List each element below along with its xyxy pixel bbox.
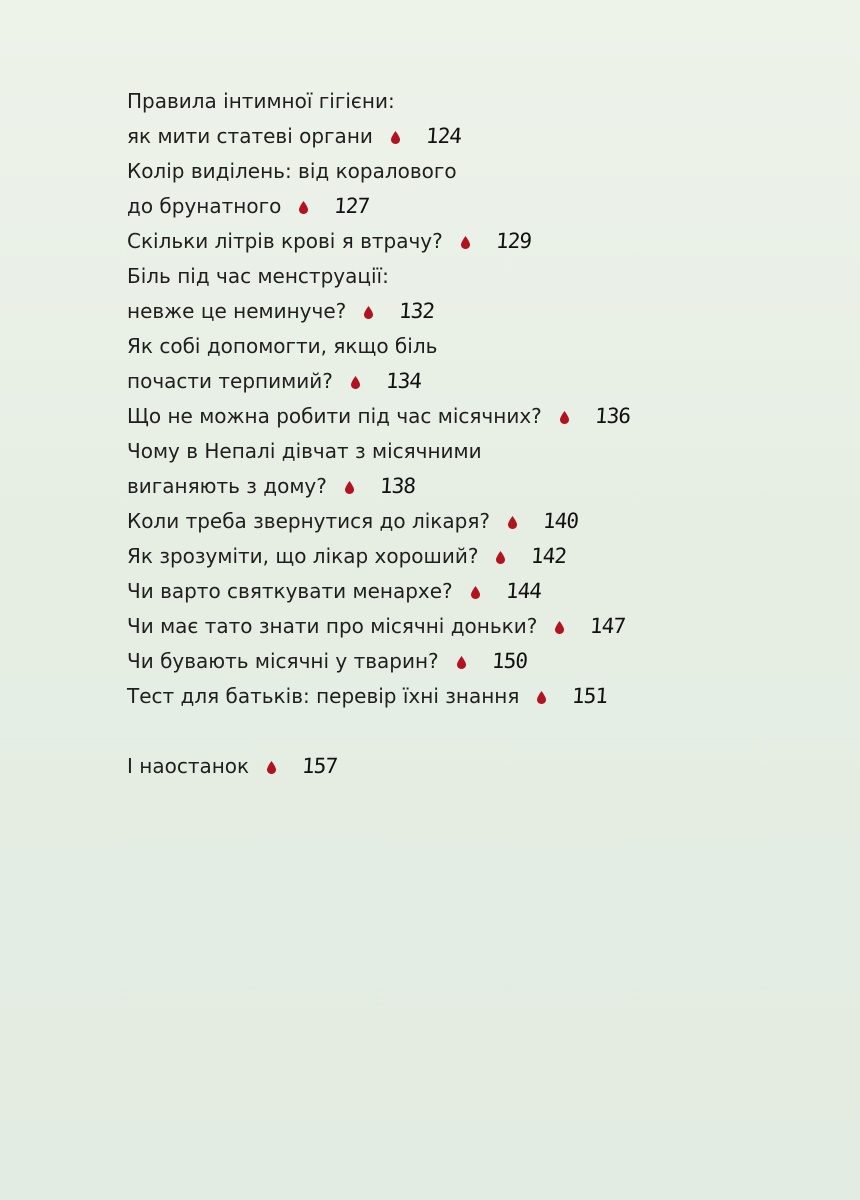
toc-entry-title-line: до брунатного 127 [127,189,747,224]
toc-entry-title-line: виганяють з дому? 138 [127,469,747,504]
toc-page-number: 157 [301,754,338,778]
toc-page-number: 127 [333,194,371,218]
toc-page-number: 132 [398,299,436,323]
toc-entry-title-line: Що не можна робити під час місячних? 136 [127,399,747,434]
toc-entry [127,259,747,329]
blood-drop-icon [496,551,505,564]
toc-entry [127,644,747,679]
toc-page-number: 129 [494,229,532,253]
toc-entry-title-line: Колір виділень: від коралового [127,159,457,183]
toc-page-number: 151 [571,684,609,708]
blood-drop-icon [299,201,308,214]
toc-entry-title-line: почасти терпимий? 134 [127,364,747,399]
blood-drop-icon [345,481,354,494]
toc-entry-title-line: Чи бувають місячні у тварин? 150 [127,644,747,679]
toc-page-number: 138 [379,474,416,498]
toc-entry-title-line: Коли треба звернутися до лікаря? 140 [127,504,747,539]
toc-entry [127,329,747,399]
toc-entry-title-line: Чи має тато знати про місячні доньки? 147 [127,609,747,644]
blood-drop-icon [364,306,373,319]
toc-entry-title-line: Скільки літрів крові я втрачу? 129 [127,224,747,259]
toc-page-number: 136 [593,404,631,428]
toc-entry-title-line: Біль під час менструації: [127,264,389,288]
toc-page-number: 142 [530,544,568,568]
blood-drop-icon [508,516,517,529]
toc-entry-title-line: Чому в Непалі дівчат з місячними [127,439,482,463]
toc-entry-title-line: Правила інтимної гігієни: [127,89,395,113]
toc-entry-title-line: І наостанок 157 [127,749,747,784]
section-gap [127,714,747,749]
blood-drop-icon [267,761,276,774]
toc-entry-title-line: Як собі допомогти, якщо біль [127,334,438,358]
toc-entry [127,539,747,574]
toc-entry [127,679,747,714]
toc-entry [127,224,747,259]
blood-drop-icon [560,411,569,424]
blood-drop-icon [461,236,470,249]
toc-entry [127,574,747,609]
toc-page-number: 134 [385,369,422,393]
toc-entry-title-line: як мити статеві органи 124 [127,119,747,154]
toc-entry-title-line: Як зрозуміти, що лікар хороший? 142 [127,539,747,574]
toc-entry [127,399,747,434]
blood-drop-icon [457,656,466,669]
toc-entry-title-line: Чи варто святкувати менархе? 144 [127,574,747,609]
toc-page-number: 124 [425,124,462,148]
toc-entry [127,504,747,539]
blood-drop-icon [391,131,400,144]
toc-entry [127,609,747,644]
table-of-contents [127,84,747,784]
blood-drop-icon [351,376,360,389]
toc-entry [127,154,747,224]
toc-entry [127,749,747,784]
toc-page-number: 140 [542,509,579,533]
toc-entry-title-line: Тест для батьків: перевір їхні знання 151 [127,679,747,714]
toc-page-number: 147 [589,614,627,638]
toc-entry [127,84,747,154]
blood-drop-icon [555,621,564,634]
toc-page-number: 150 [490,649,528,673]
toc-entry-title-line: невже це неминуче? 132 [127,294,747,329]
toc-entry [127,434,747,504]
blood-drop-icon [471,586,480,599]
blood-drop-icon [537,691,546,704]
toc-page-number: 144 [504,579,542,603]
